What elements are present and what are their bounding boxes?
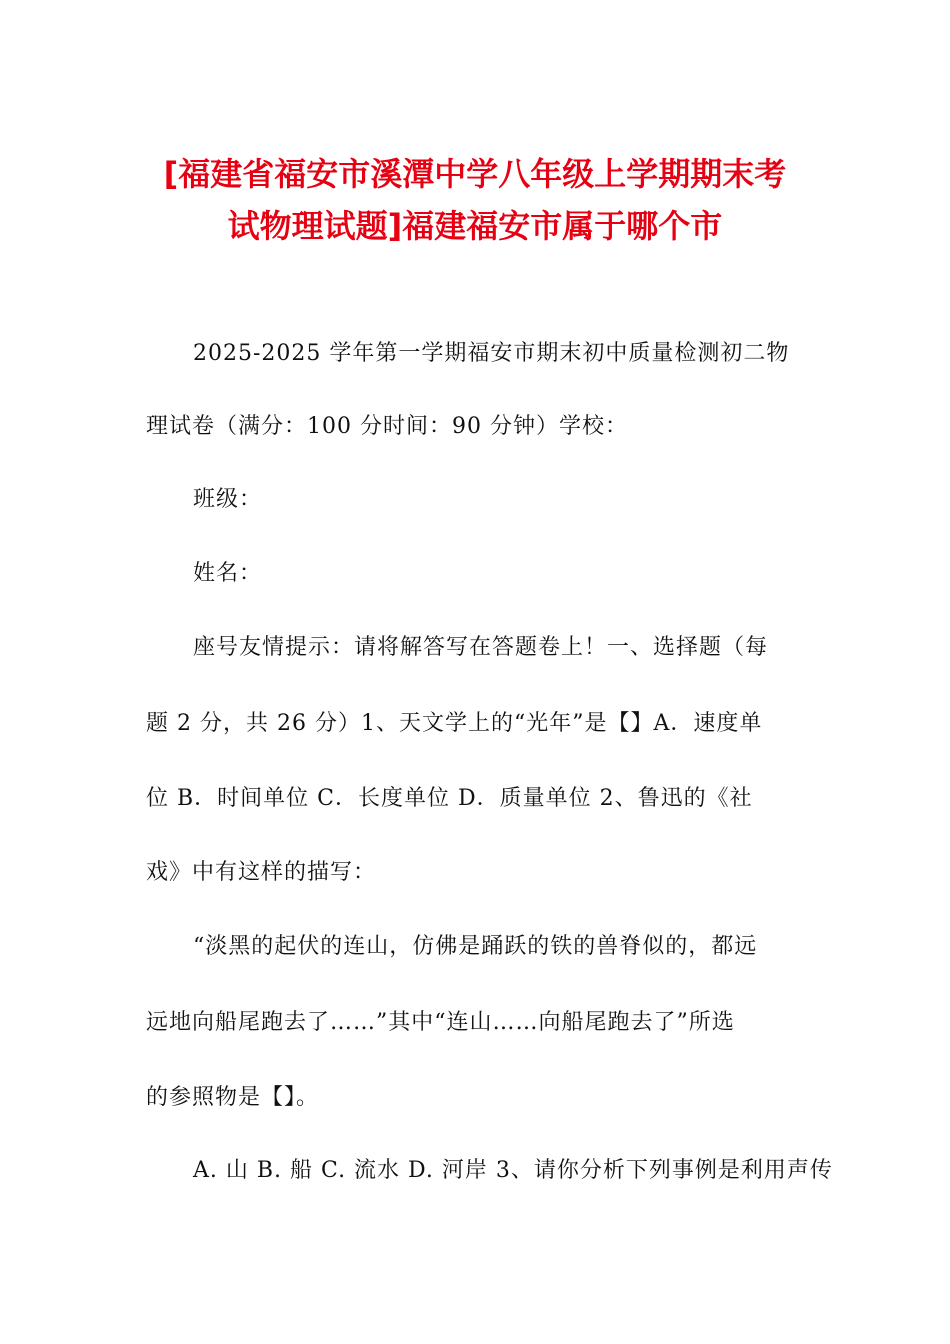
name-label: 姓名：: [193, 561, 263, 586]
paragraph-line: 2025-2025 学年第一学期福安市期末初中质量检测初二物: [193, 341, 790, 366]
paragraph-line: A. 山 B. 船 C. 流水 D. 河岸 3、请你分析下列事例是利用声传: [193, 1158, 833, 1183]
title-line-1: [福建省福安市溪潭中学八年级上学期期末考: [163, 155, 787, 193]
paragraph-line: “淡黑的起伏的连山，仿佛是踊跃的铁的兽脊似的，都远: [193, 934, 758, 959]
paragraph-line: 理试卷（满分：100 分时间：90 分钟）学校：: [146, 414, 628, 439]
paragraph-line: 题 2 分，共 26 分）1、天文学上的“光年”是【】A．速度单: [146, 711, 763, 736]
document-title: [100, 148, 850, 252]
paragraph-line: 位 B．时间单位 C．长度单位 D．质量单位 2、鲁迅的《社: [146, 786, 753, 811]
paragraph-line: 远地向船尾跑去了……”其中“连山……向船尾跑去了”所选: [146, 1010, 735, 1035]
paragraph-line: 座号友情提示：请将解答写在答题卷上！一、选择题（每: [193, 635, 769, 660]
title-line-2: 试物理试题]福建福安市属于哪个市: [227, 207, 723, 245]
class-label: 班级：: [193, 487, 263, 512]
paragraph-line: 的参照物是【】。: [146, 1085, 320, 1110]
paragraph-line: 戏》中有这样的描写：: [146, 860, 377, 885]
